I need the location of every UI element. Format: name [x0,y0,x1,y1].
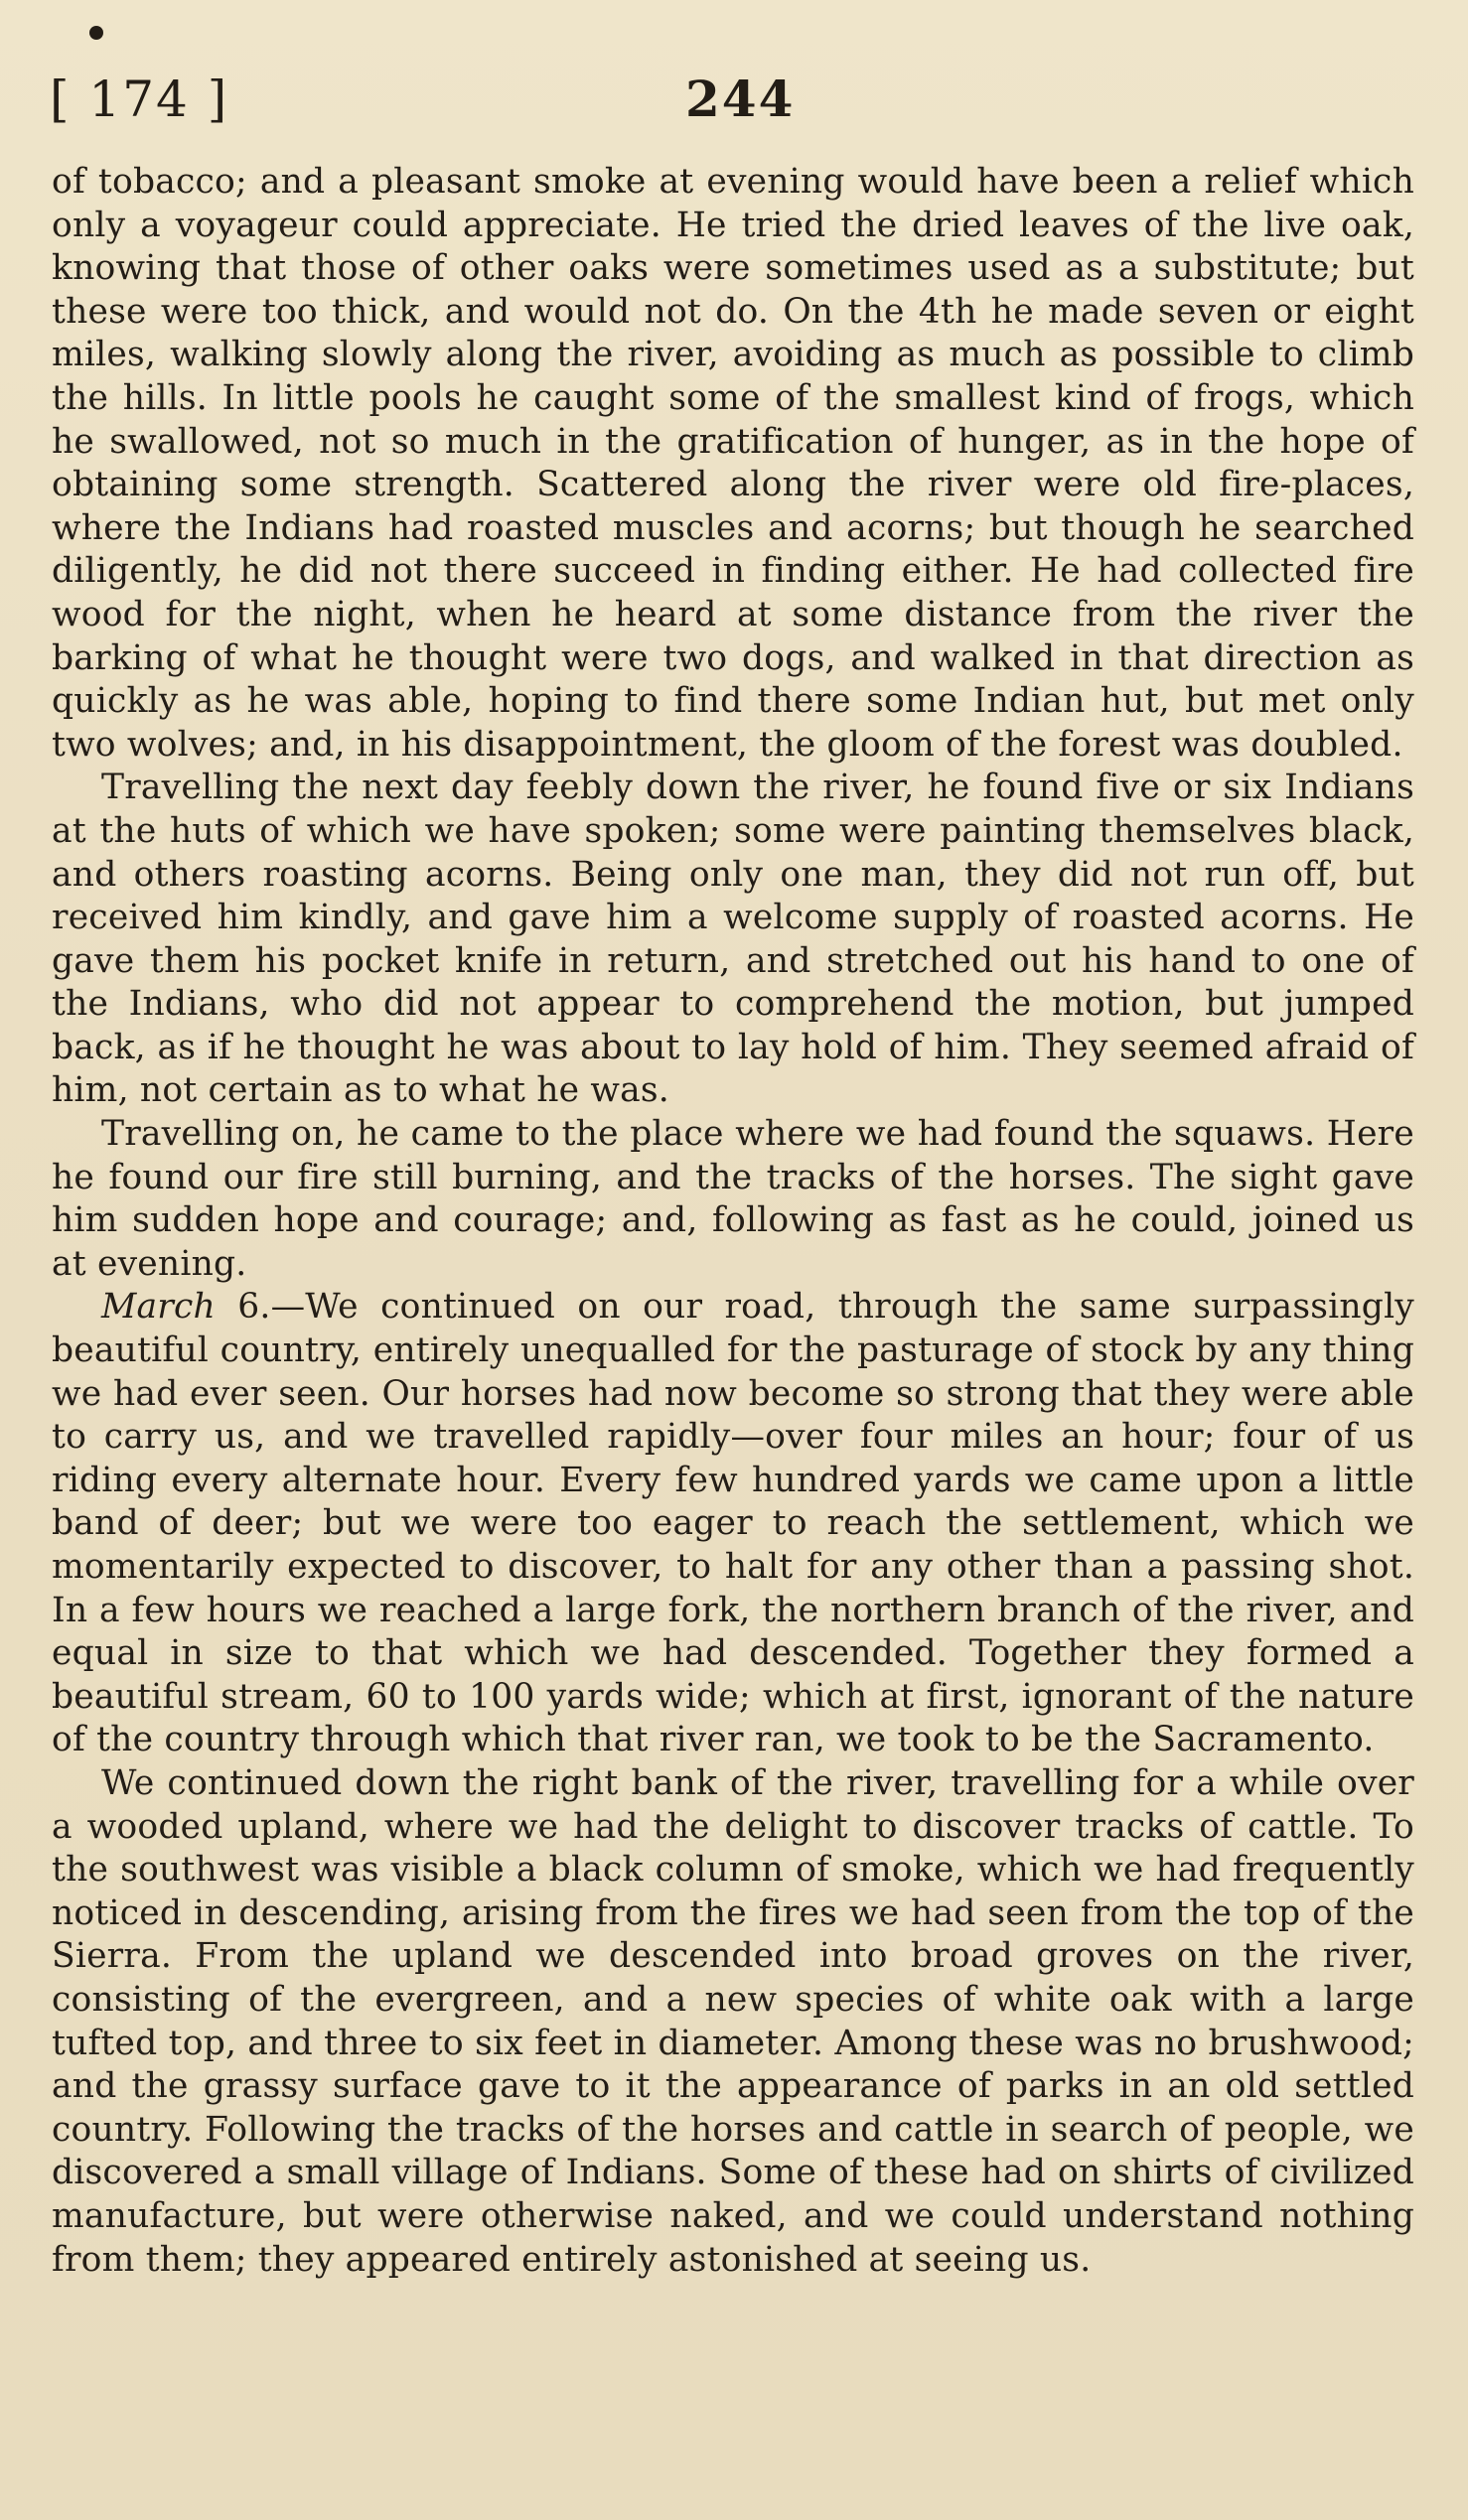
paragraph-march-6-text: 6.—We continued on our road, through the same surpassingly beautiful country, entirely unequalled for the pasturage of stock by any thing we had ever seen. Our horses had now become so strong that they were able to carry us, and we travelled rapidly—over four miles an hour; four of us riding every alternate hour. Every few hundred yards we came upon a little band of deer; but we were too eager to reach the settlement, which we momentarily expected to discover, to halt for any other than a passing shot. In a few hours we reached a large fork, the northern branch of the river, and equal in size to that which we had descended. Together they formed a beautiful stream, 60 to 100 yards wide; which at first, ignorant of the nature of the country through which that river ran, we took to be the Sacramento. [52,1287,1414,1760]
paragraph-right-bank: We continued down the right bank of the river, travelling for a while over a wooded upland, where we had the delight to discover tracks of cattle. To the southwest was visible a black column of smoke, which we had frequently noticed in descending, arising from the fires we had seen from the top of the Sierra. From the upland we descended into broad groves on the river, consisting of the evergreen, and a new species of white oak with a large tufted top, and three to six feet in diameter. Among these was no brushwood; and the grassy surface gave to it the appearance of parks in an old settled country. Following the tracks of the horses and cattle in search of people, we discovered a small village of Indians. Some of these had on shirts of civilized manufacture, but were otherwise naked, and we could understand nothing from them; they appeared entirely astonished at seeing us. [52,1762,1414,2280]
paragraph-travelling-next-day: Travelling the next day feebly down the river, he found five or six Indians at the huts of which we have spoken; some were painting themselves black, and others roasting acorns. Being only one man, they did not run off, but received him kindly, and gave him a welcome supply of roasted acorns. He gave them his pocket knife in return, and stretched out his hand to one of the Indians, who did not appear to comprehend the motion, but jumped back, as if he thought he was about to lay hold of him. They seemed afraid of him, not certain as to what he was. [52,768,1414,1111]
bracketed-page-reference: [ 174 ] [50,70,229,128]
date-lead-march: March [101,1287,216,1328]
body-text [52,161,1414,2282]
paragraph-tobacco: of tobacco; and a pleasant smoke at evening would have been a relief which only a voyageur could appreciate. He tried the dried leaves of the live oak, knowing that those of other oaks were sometimes used as a substitute; but these were too thick, and would not do. On the 4th he made seven or eight miles, walking slowly along the river, avoiding as much as possible to climb the hills. In little pools he caught some of the smallest kind of frogs, which he swallowed, not so much in the gratification of hunger, as in the hope of obtaining some strength. Scattered along the river were old fire-places, where the Indians had roasted muscles and acorns; but though he searched diligently, he did not there succeed in finding either. He had collected fire wood for the night, when he heard at some distance from the river the barking of what he thought were two dogs, and walked in that direction as quickly as he was able, hoping to find there some Indian hut, but met only two wolves; and, in his disappointment, the gloom of the forest was doubled. [52,162,1414,765]
page-number: 244 [685,70,796,128]
ink-dot [89,26,103,40]
page-header [50,60,1418,149]
paragraph-march-6 [52,1286,1414,1762]
paragraph-travelling-on: Travelling on, he came to the place where we had found the squaws. Here he found our fire still burning, and the tracks of the horses. The sight gave him sudden hope and courage; and, following as fast as he could, joined us at evening. [52,1114,1414,1284]
